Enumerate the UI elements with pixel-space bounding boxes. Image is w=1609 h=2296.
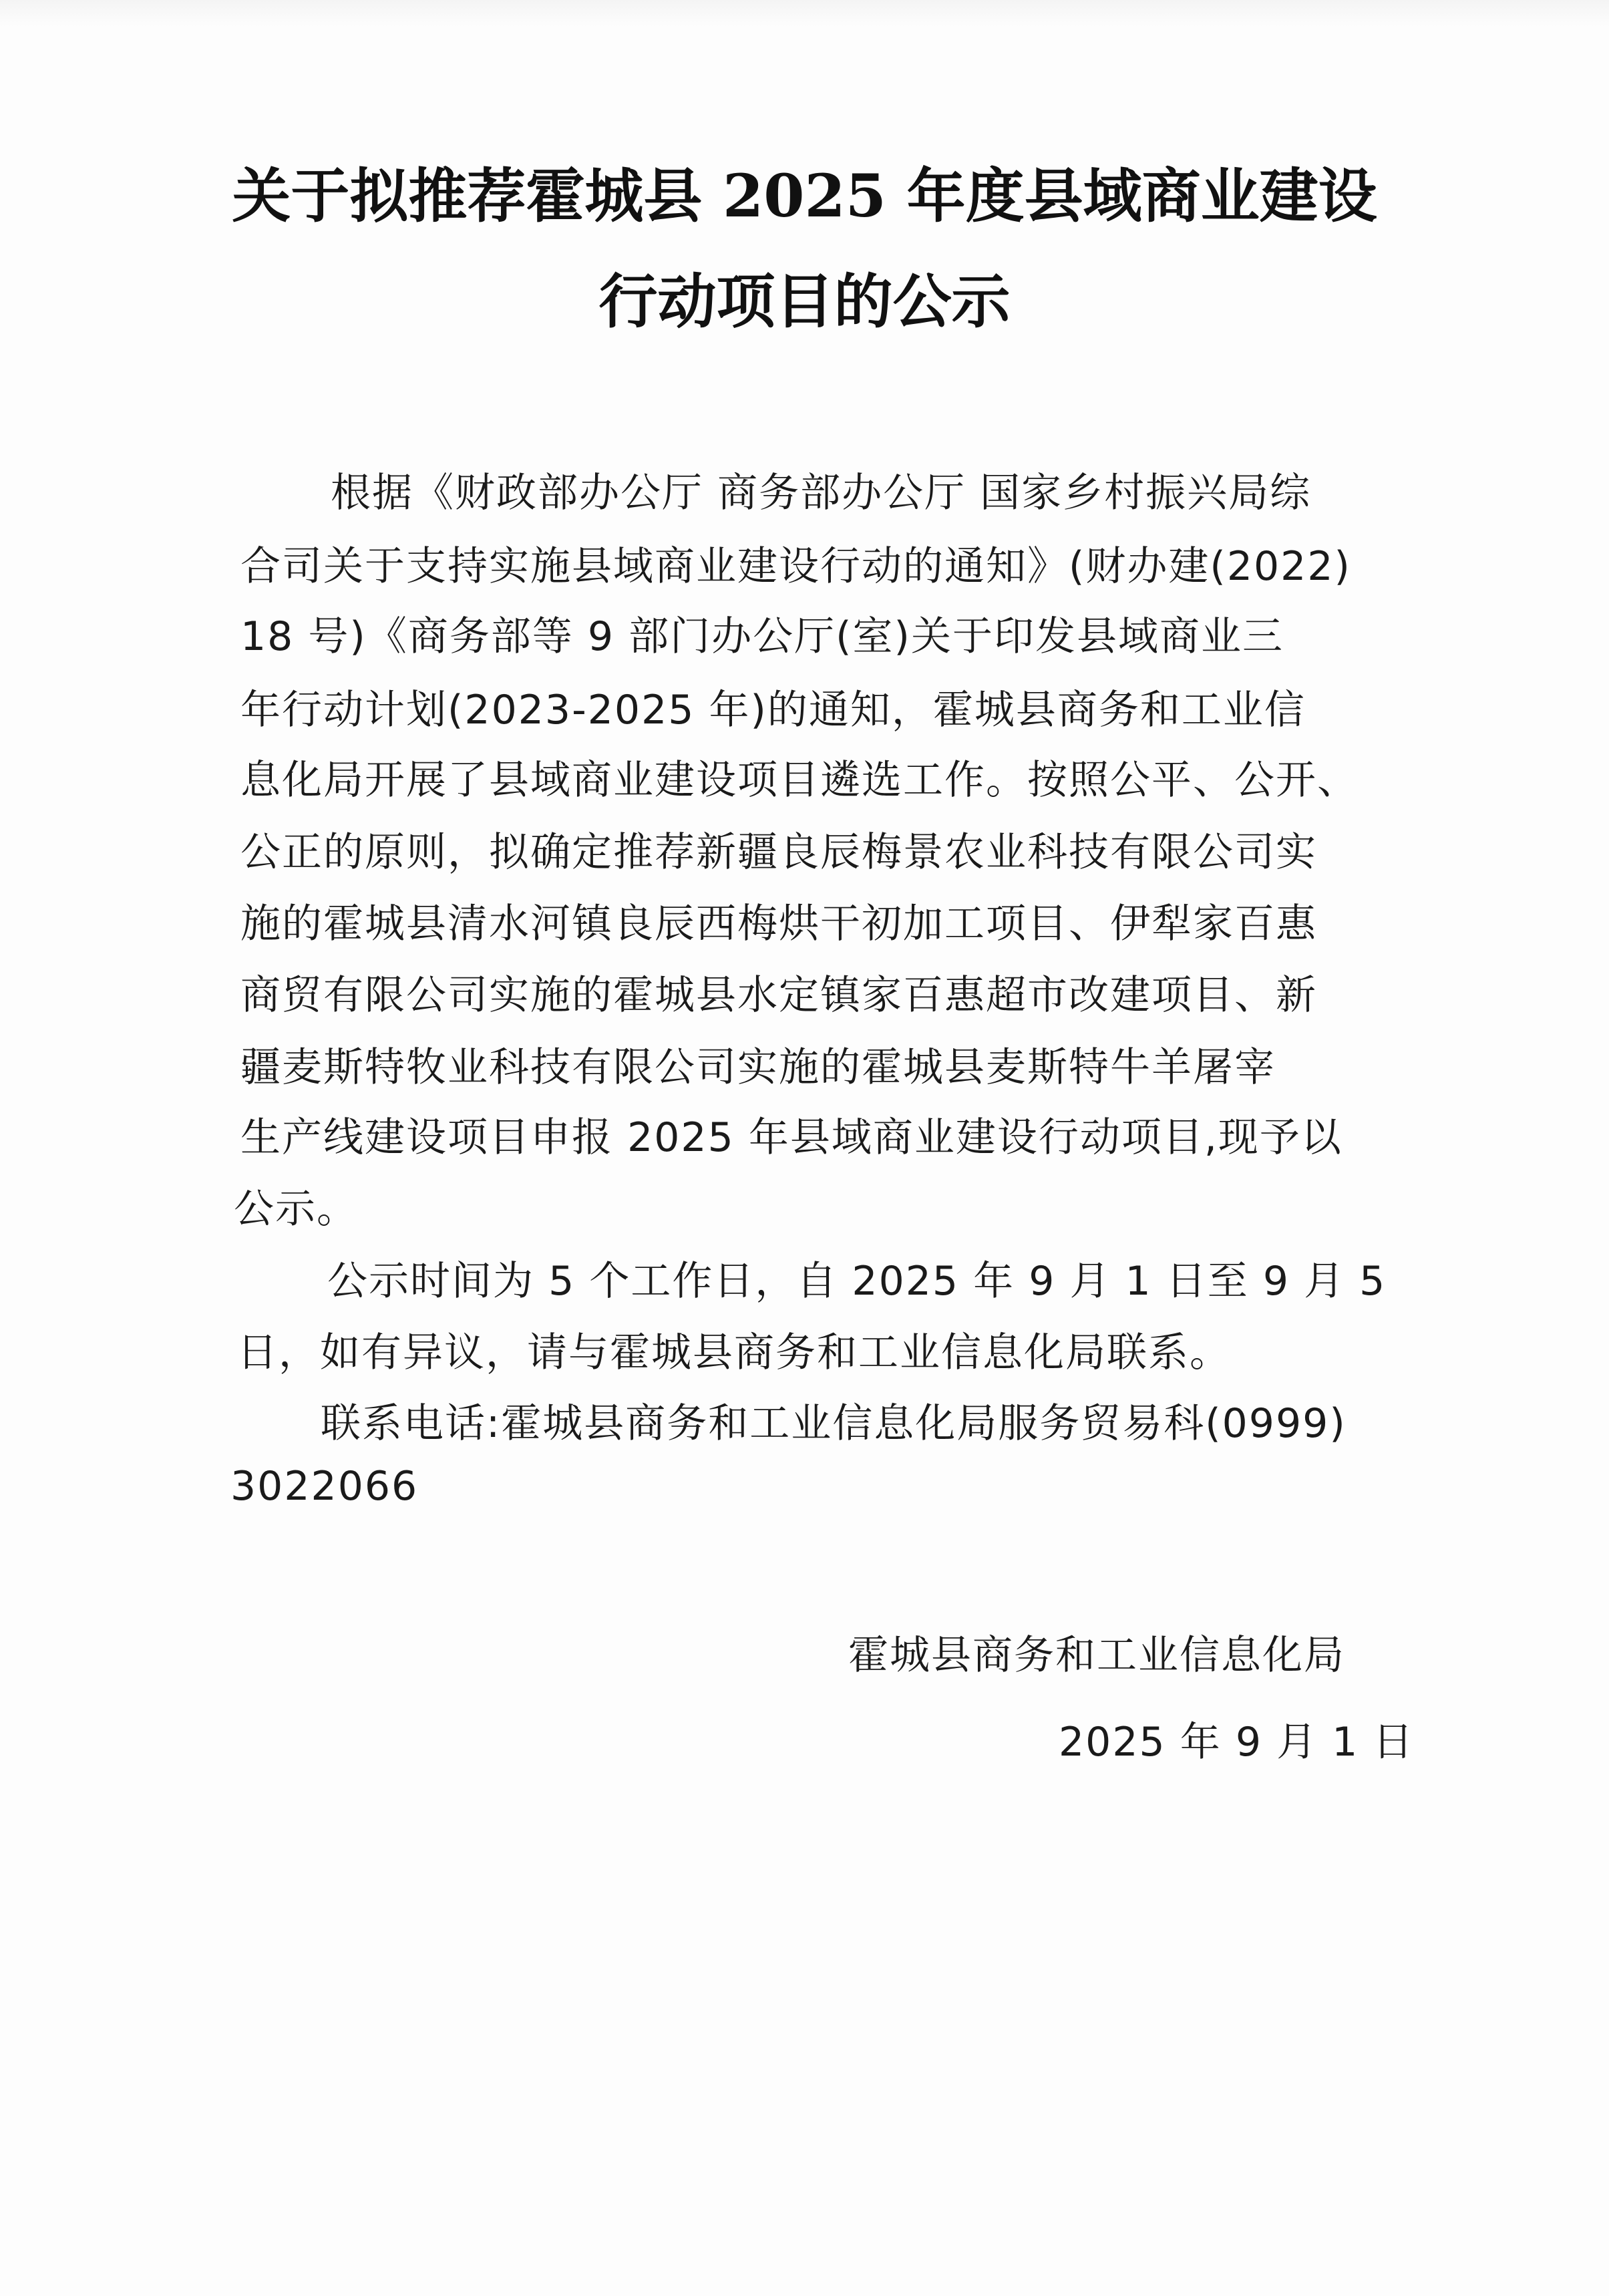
document-title-line-1: 关于拟推荐霍城县 2025 年度县域商业建设 xyxy=(232,161,1377,230)
body-line: 疆麦斯特牧业科技有限公司实施的霍城县麦斯特牛羊屠宰 xyxy=(240,1044,1276,1091)
body-line: 联系电话:霍城县商务和工业信息化局服务贸易科(0999) xyxy=(321,1400,1347,1447)
body-line: 施的霍城县清水河镇良辰西梅烘干初加工项目、伊犁家百惠 xyxy=(240,900,1317,947)
body-line: 合司关于支持实施县域商业建设行动的通知》(财办建(2022) xyxy=(240,543,1351,590)
body-line: 公示时间为 5 个工作日，自 2025 年 9 月 1 日至 9 月 5 xyxy=(327,1258,1387,1305)
body-line: 根据《财政部办公厅 商务部办公厅 国家乡村振兴局综 xyxy=(331,470,1312,516)
document-title-line-2: 行动项目的公示 xyxy=(598,267,1011,336)
signature-date: 2025 年 9 月 1 日 xyxy=(1059,1719,1415,1766)
body-line: 公示。 xyxy=(234,1186,358,1233)
body-line: 公正的原则，拟确定推荐新疆良辰梅景农业科技有限公司实 xyxy=(240,829,1317,876)
body-line: 年行动计划(2023-2025 年)的通知，霍城县商务和工业信 xyxy=(240,687,1306,733)
body-line: 3022066 xyxy=(230,1463,419,1510)
body-line: 18 号)《商务部等 9 部门办公厅(室)关于印发县域商业三 xyxy=(240,613,1284,660)
body-line: 日，如有异议，请与霍城县商务和工业信息化局联系。 xyxy=(237,1329,1231,1376)
body-line: 商贸有限公司实施的霍城县水定镇家百惠超市改建项目、新 xyxy=(240,972,1317,1019)
body-line: 生产线建设项目申报 2025 年县域商业建设行动项目,现予以 xyxy=(240,1114,1343,1161)
scan-edge xyxy=(0,0,1609,27)
signature-organization: 霍城县商务和工业信息化局 xyxy=(848,1632,1345,1679)
body-line: 息化局开展了县域商业建设项目遴选工作。按照公平、公开、 xyxy=(240,757,1359,804)
